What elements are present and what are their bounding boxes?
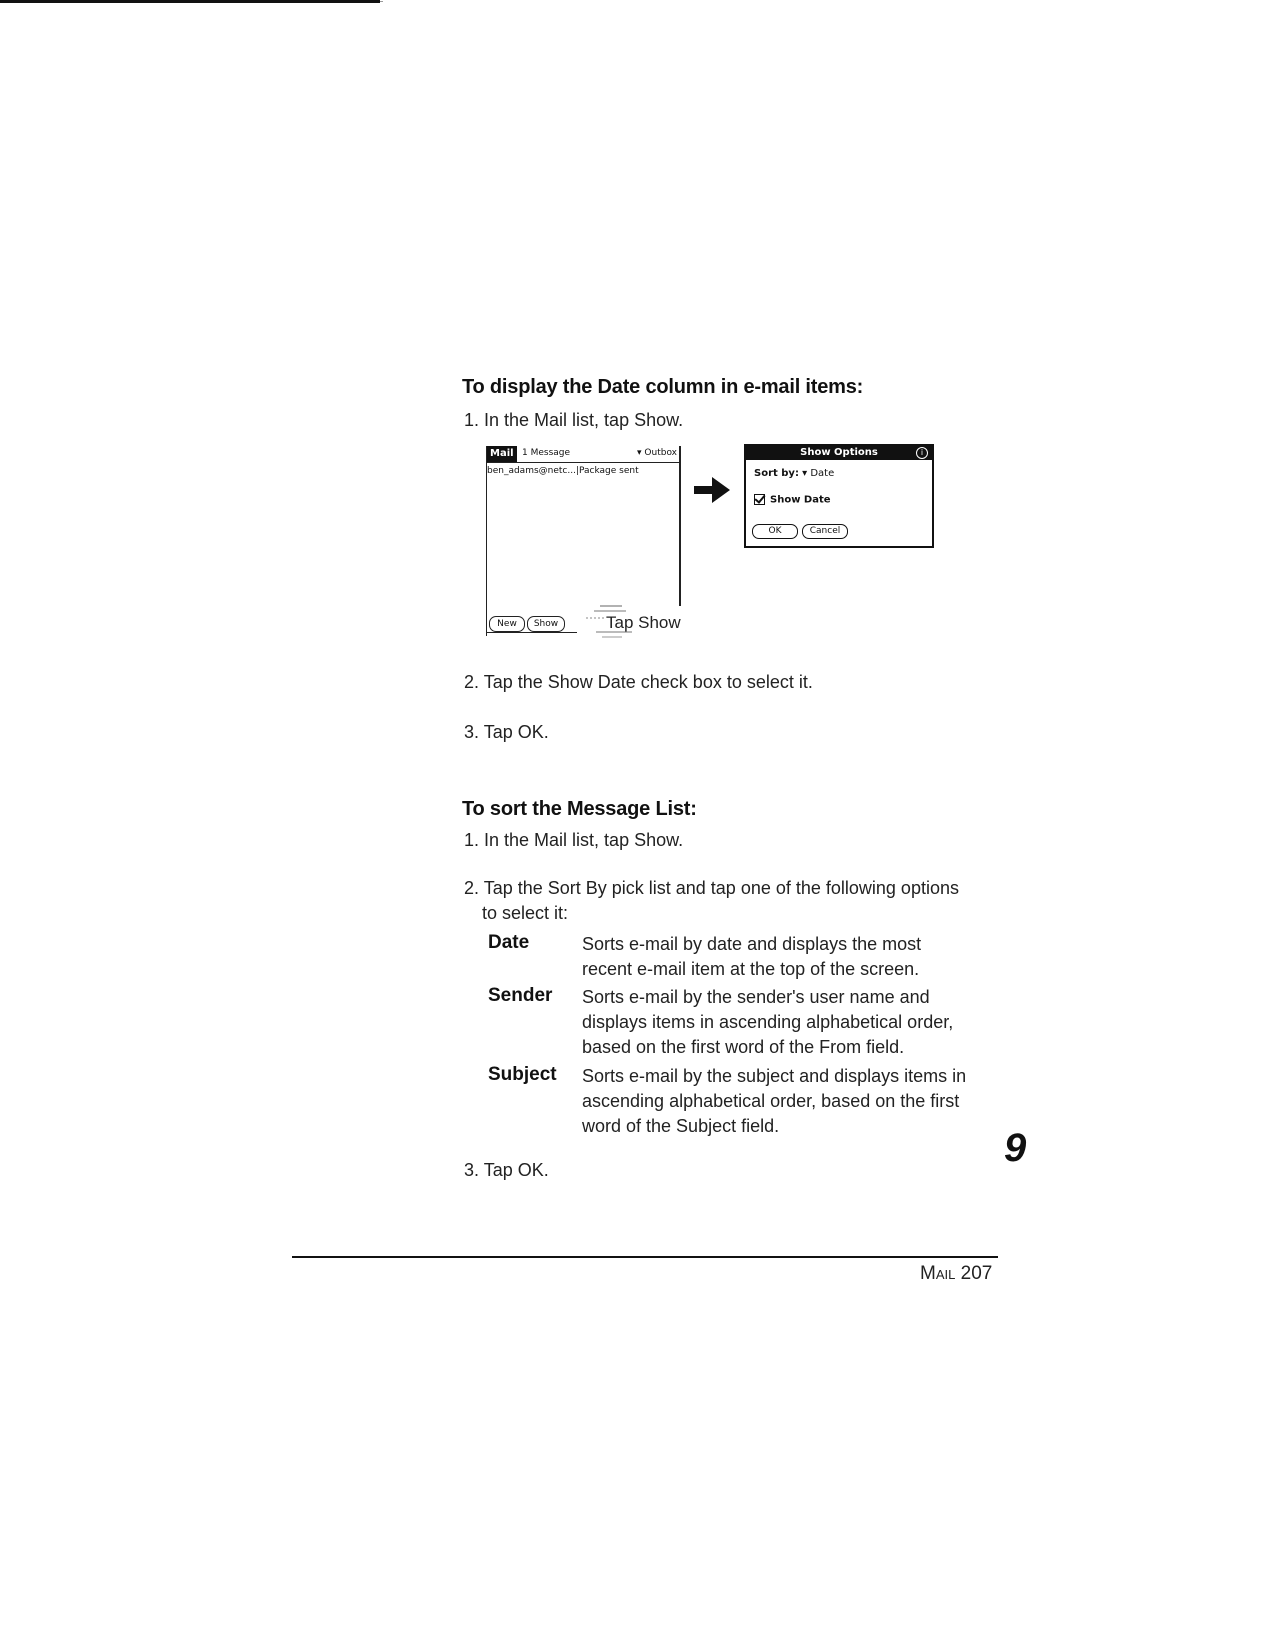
chapter-tab-number: 9 (1004, 1126, 1027, 1170)
option-term-subject: Subject (488, 1064, 557, 1085)
top-rule-fade (380, 1, 383, 2)
sort-step-1-text: 1. In the Mail list, tap Show. (464, 830, 684, 850)
page-number: 207 (960, 1263, 993, 1284)
message-row: ben_adams@netc...|Package sent (487, 466, 639, 476)
section-heading-date-column: To display the Date column in e-mail items: (462, 376, 864, 398)
sort-step-2-text: 2. Tap the Sort By pick list and tap one of the following options (464, 878, 959, 898)
step-2-text: 2. Tap the Show Date check box to select it. (464, 672, 813, 692)
sort-by-row (754, 468, 834, 479)
option-def-sender: Sorts e-mail by the sender's user name and displays items in ascending alphabetical order, based on the first word of the From field. (582, 987, 954, 1057)
info-icon: i (916, 447, 928, 459)
mail-app-title: Mail (487, 446, 517, 462)
show-options-dialog (744, 444, 934, 548)
option-def-subject: Sorts e-mail by the subject and displays items in ascending alphabetical order, based on the first word of the Subject field. (582, 1066, 967, 1136)
mail-list-titlebar (487, 446, 681, 463)
step-1-text: 1. In the Mail list, tap Show. (464, 410, 684, 430)
show-button: Show (527, 616, 565, 632)
folder-picker: ▾ Outbox (637, 448, 677, 458)
sort-step-3-text: 3. Tap OK. (464, 1160, 549, 1180)
section-heading-sort: To sort the Message List: (462, 798, 697, 820)
dialog-title: Show Options (746, 446, 932, 460)
footer-section-name: Mail (920, 1263, 956, 1284)
show-date-row (754, 494, 831, 506)
running-footer (920, 1263, 992, 1285)
list-bottom-rule (487, 632, 577, 633)
list-border (679, 446, 681, 606)
cancel-button: Cancel (802, 524, 848, 539)
option-term-date: Date (488, 932, 530, 953)
show-date-label: Show Date (770, 494, 831, 506)
arrow-right-icon (692, 474, 732, 506)
sort-by-label: Sort by: (754, 468, 799, 479)
message-count: 1 Message (522, 448, 571, 458)
tap-show-callout: Tap Show (606, 613, 681, 632)
option-term-sender: Sender (488, 985, 553, 1006)
ok-button: OK (752, 524, 798, 539)
top-rule (0, 0, 380, 3)
sort-step-2-cont: to select it: (482, 903, 569, 923)
new-button: New (489, 616, 525, 632)
sort-by-value: ▾ Date (802, 468, 835, 479)
step-3-text: 3. Tap OK. (464, 722, 549, 742)
option-def-date: Sorts e-mail by date and displays the most recent e-mail item at the top of the screen. (582, 934, 922, 979)
footer-rule (292, 1256, 998, 1258)
checkbox-checked-icon (754, 494, 765, 505)
